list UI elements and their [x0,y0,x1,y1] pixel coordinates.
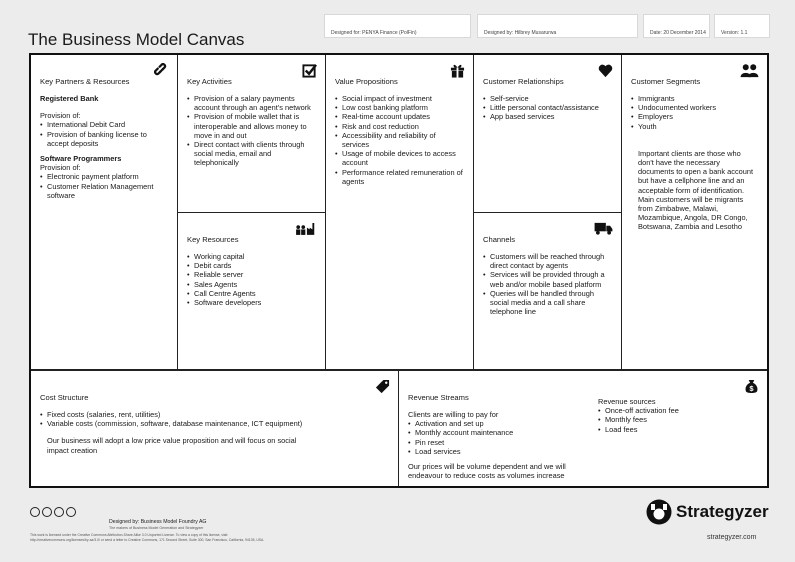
checkbox-icon [302,63,317,78]
customer-segments-title: Customer Segments [631,77,701,86]
license-icons [30,507,76,517]
list-item: • Load fees [598,425,679,434]
relationships-list [483,94,612,122]
version-field[interactable]: Version: 1.1 [714,14,770,38]
revenue-streams-block[interactable] [399,371,767,486]
key-resources-title: Key Resources [187,235,239,244]
customer-relationships-block[interactable] [474,55,622,213]
customer-segments-block[interactable] [622,55,767,371]
list-item: • Load services [408,447,598,456]
svg-text:$: $ [749,384,754,394]
designed-by-field[interactable]: Designed by: Hilbrey Musarurwa [477,14,638,38]
list-item: • International Debit Card [40,120,168,129]
list-item: • Direct contact with clients through social media, email and telephonically [187,140,316,168]
by-icon [42,507,52,517]
list-item: • App based services [483,112,612,121]
list-item: • Working capital [187,252,316,261]
list-item: • Self-service [483,94,612,103]
workers-factory-icon [295,221,317,236]
money-bag-icon [744,379,759,394]
revenue-list [408,419,598,456]
resources-list [187,252,316,307]
segments-note: Important clients are those who don't have the necessary documents to open a bank account but have a cellphone line and an acceptable form of identification. [638,148,754,195]
date-field[interactable]: Date: 20 December 2014 [643,14,710,38]
list-item: • Immigrants [631,94,758,103]
revenue-note: Our prices will be volume dependent and we will endeavour to reduce costs as volumes increase [408,462,566,481]
list-item: • Youth [631,122,758,131]
list-item: • Debit cards [187,261,316,270]
truck-icon [594,221,613,236]
list-item: • Customer Relation Management software [40,182,168,200]
partner-group-intro: Provision of: [40,111,81,121]
list-item: • Services will be provided through a web and/or mobile based platform [483,270,612,288]
revenue-intro: Clients are willing to pay for [408,410,499,419]
list-item: • Customers will be reached through direct contact by agents [483,252,612,270]
strategyzer-brand: Strategyzer [676,502,769,521]
partner-group-heading: Registered Bank [40,94,99,103]
cc-icon [30,507,40,517]
list-item: • Undocumented workers [631,103,758,112]
list-item: • Employers [631,112,758,121]
key-partners-block[interactable] [31,55,178,371]
list-item: • Queries will be handled through social media and a call share telephone line [483,289,612,317]
partner-group-intro: Provision of: [40,163,81,173]
list-item: • Real-time account updates [335,112,464,121]
list-item: • Electronic payment platform [40,172,168,181]
cost-structure-block[interactable] [31,371,399,486]
sa-icon [54,507,64,517]
designed-by-credit: Designed by: Business Model Foundry AG [109,519,207,525]
list-item: • Provision of mobile wallet that is interoperable and allows money to move in and out [187,112,316,140]
people-icon [740,63,759,78]
key-resources-block[interactable] [178,213,326,371]
revenue-sources-list [598,406,679,434]
channels-list [483,252,612,316]
segments-list [631,94,758,131]
designed-for-field[interactable]: Designed for: PENYA Finance (PolFin) [324,14,471,38]
partner-list [40,120,168,148]
list-item: • Social impact of investment [335,94,464,103]
revenue-streams-title: Revenue Streams [408,393,469,402]
license-text: http://creativecommons.org/licenses/by-sa/3.0/ or send a letter to Creative Commons, 171 Second Street, Suite 300, San Francisco, California, 94105, USA. [30,538,265,542]
strategyzer-site-link[interactable]: strategyzer.com [707,534,757,541]
list-item: • Accessibility and reliability of services [335,131,464,149]
key-activities-title: Key Activities [187,77,232,86]
list-item: • Activation and set up [408,419,598,428]
list-item: • Usage of mobile devices to access account [335,149,464,167]
channels-title: Channels [483,235,516,244]
license-text: This work is licensed under the Creative Commons Attribution-Share Alike 3.0 Unported License. To view a copy of this license, visit: [30,533,229,537]
value-list [335,94,464,186]
strategyzer-logo[interactable] [645,498,769,526]
list-item: • Fixed costs (salaries, rent, utilities) [40,410,389,419]
list-item: • Monthly fees [598,415,679,424]
gift-icon [450,63,465,78]
list-item: • Risk and cost reduction [335,122,464,131]
list-item: • Provision of banking license to accept deposits [40,130,168,148]
cost-note: Our business will adopt a low price value proposition and will focus on social impact creation [47,436,297,455]
list-item: • Software developers [187,298,316,307]
key-activities-block[interactable] [178,55,326,213]
list-item: • Monthly account maintenance [408,428,598,437]
tag-icon [375,379,390,394]
cost-list [40,410,389,428]
channels-block[interactable] [474,213,622,371]
partner-list [40,172,168,200]
list-item: • Once-off activation fee [598,406,679,415]
business-model-canvas [29,53,769,488]
partner-group-heading: Software Programmers [40,154,122,164]
list-item: • Sales Agents [187,280,316,289]
nc-icon [66,507,76,517]
list-item: • Reliable server [187,270,316,279]
revenue-sources-title: Revenue sources [598,397,656,406]
list-item: • Pin reset [408,438,598,447]
page-title: The Business Model Canvas [28,30,245,49]
list-item: • Low cost banking platform [335,103,464,112]
list-item: • Variable costs (commission, software, database maintenance, ICT equipment) [40,419,389,428]
activities-list [187,94,316,168]
list-item: • Little personal contact/assistance [483,103,612,112]
heart-icon [598,63,613,78]
key-partners-title: Key Partners & Resources [40,77,130,86]
designed-by-subtitle: The makers of Business Model Generation and Strategyzer [109,526,204,530]
list-item: • Provision of a salary payments account through an agent's network [187,94,316,112]
segments-note: Main customers will be migrants from Zimbabwe, Malawi, Mozambique, Angola, DR Congo, Botswana, Zambia and Lesotho [638,194,748,232]
value-propositions-block[interactable] [326,55,474,371]
link-icon [154,63,169,78]
list-item: • Performance related remuneration of agents [335,168,464,186]
value-propositions-title: Value Propositions [335,77,398,86]
customer-relationships-title: Customer Relationships [483,77,564,86]
cost-structure-title: Cost Structure [40,393,89,402]
strategyzer-logo-icon [645,498,673,526]
list-item: • Call Centre Agents [187,289,316,298]
